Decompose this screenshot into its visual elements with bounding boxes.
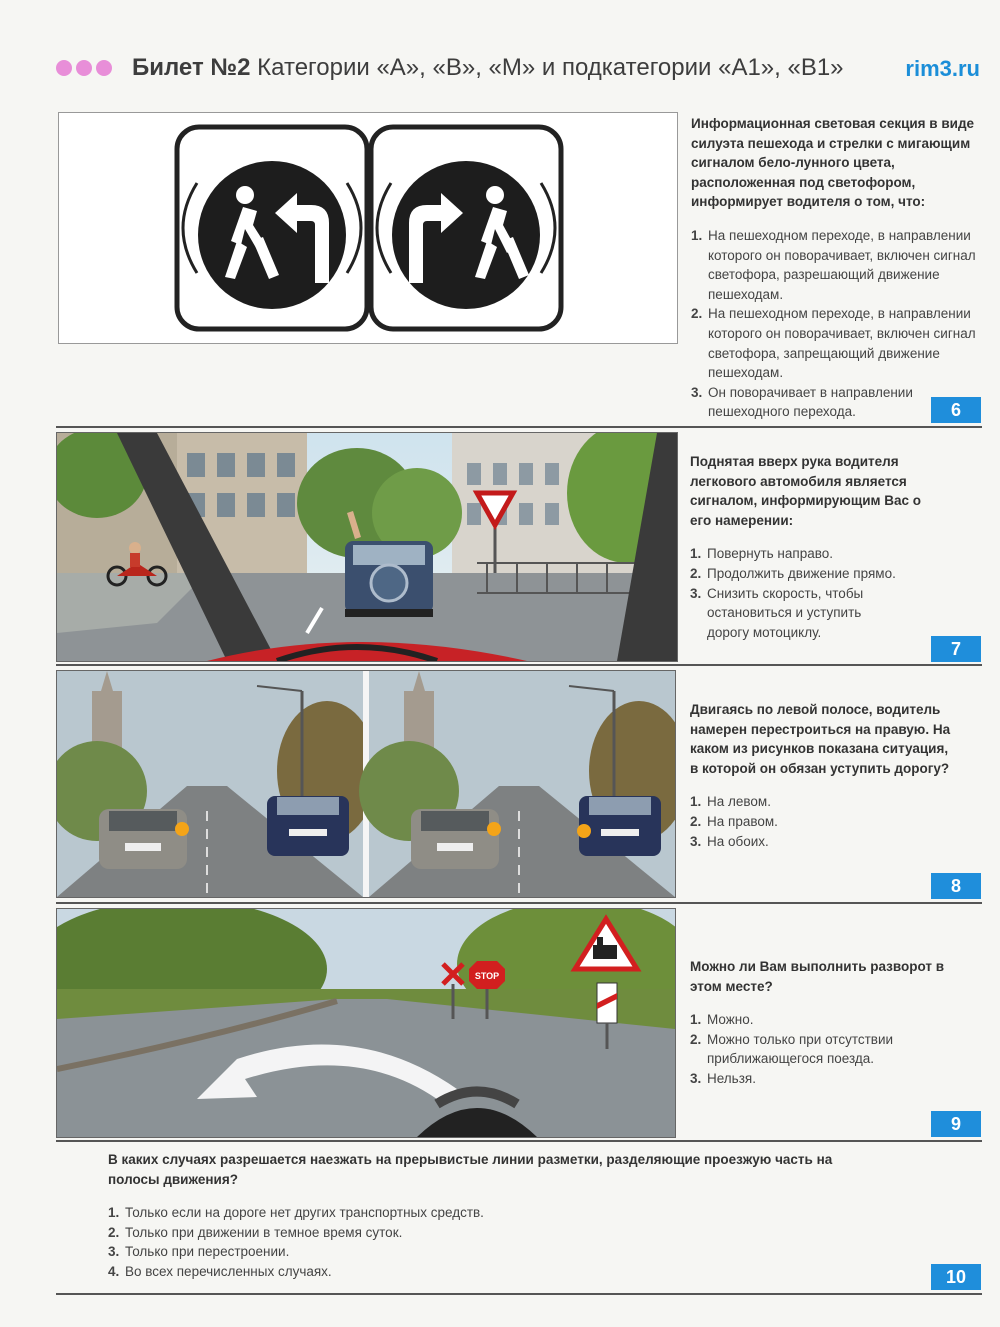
q7-text-block [690, 452, 930, 642]
question-number-badge: 10 [931, 1264, 981, 1290]
q9-answer-3[interactable]: 3. Нельзя. [690, 1070, 756, 1086]
q7-answer-2[interactable]: 2. Продолжить движение прямо. [690, 565, 896, 581]
divider [56, 426, 982, 428]
q9-answer-2[interactable]: 2. Можно только при отсутствии приближающегося поезда. [690, 1031, 894, 1067]
q8-answer-1[interactable]: 1. На левом. [690, 794, 771, 810]
page-header [56, 52, 986, 88]
q10-answer-2[interactable]: 2. Только при движении в темное время суток. [108, 1224, 403, 1240]
q9-answer-1[interactable]: 1. Можно. [690, 1012, 754, 1028]
site-logo: rim3.ru [905, 56, 980, 81]
q6-answer-3[interactable]: 3. Он поворачивает в направлении пешеходного перехода. [691, 384, 913, 420]
question-number-badge: 7 [931, 636, 981, 662]
q6-image [58, 112, 678, 344]
categories-label: Категории «А», «В», «М» и подкатегории «А1», «В1» [257, 54, 844, 81]
dot-icon [76, 60, 92, 76]
divider [56, 1140, 982, 1142]
q7-question: Поднятая вверх рука водителя легкового автомобиля является сигналом, информирующим Вас о его намерении: [690, 454, 922, 528]
ticket-label: Билет №2 [132, 54, 251, 81]
q10-answer-4[interactable]: 4. Во всех перечисленных случаях. [108, 1263, 332, 1279]
q9-question: Можно ли Вам выполнить разворот в этом месте? [690, 959, 945, 994]
divider [56, 1293, 982, 1295]
q7-image [56, 432, 678, 662]
question-number-badge: 6 [931, 397, 981, 423]
car-interior-scene [57, 433, 677, 661]
q9-text-block [690, 957, 970, 1089]
q10-answer-1[interactable]: 1. Только если на дороге нет других транспортных средств. [108, 1205, 484, 1221]
q6-answer-1[interactable]: 1. На пешеходном переходе, в направлении которого он поворачивает, включен сигнал светофора, разрешающий движение пешеходам. [691, 227, 976, 302]
railway-crossing-scene [57, 909, 675, 1137]
q8-answer-2[interactable]: 2. На правом. [690, 813, 778, 829]
q9-image [56, 908, 676, 1138]
decorative-dots [56, 60, 116, 81]
q7-answer-3[interactable]: 3. Снизить скорость, чтобы остановиться и уступить дорогу мотоциклу. [690, 585, 864, 640]
q8-answer-3[interactable]: 3. На обоих. [690, 833, 769, 849]
page-title [132, 54, 844, 82]
q6-text-block [691, 114, 985, 422]
q6-answer-2[interactable]: 2. На пешеходном переходе, в направлении которого он поворачивает, включен сигнал светофора, запрещающий движение пешеходам. [691, 306, 976, 381]
q10-text-block [108, 1150, 878, 1282]
question-number-badge: 9 [931, 1111, 981, 1137]
traffic-light-sections-illustration [59, 113, 677, 343]
question-number-badge: 8 [931, 873, 981, 899]
q10-question: В каких случаях разрешается наезжать на прерывистые линии разметки, разделяющие проезжую часть на полосы движения? [108, 1152, 833, 1187]
stop-sign-text: STOP [474, 971, 500, 981]
q8-question: Двигаясь по левой полосе, водитель намерен перестроиться на правую. На каком из рисунков показана ситуация, в которой он обязан уступить дорогу? [690, 702, 951, 776]
dot-icon [56, 60, 72, 76]
q7-answer-1[interactable]: 1. Повернуть направо. [690, 546, 833, 562]
dot-icon [96, 60, 112, 76]
divider [56, 664, 982, 666]
q10-answer-3[interactable]: 3. Только при перестроении. [108, 1244, 290, 1260]
q6-question: Информационная световая секция в виде силуэта пешехода и стрелки с мигающим сигналом бело-лунного цвета, расположенная под светофором, информирует водителя о том, что: [691, 116, 975, 210]
divider [56, 902, 982, 904]
q8-text-block [690, 700, 960, 851]
two-road-scenes [57, 671, 675, 897]
q8-image [56, 670, 676, 898]
